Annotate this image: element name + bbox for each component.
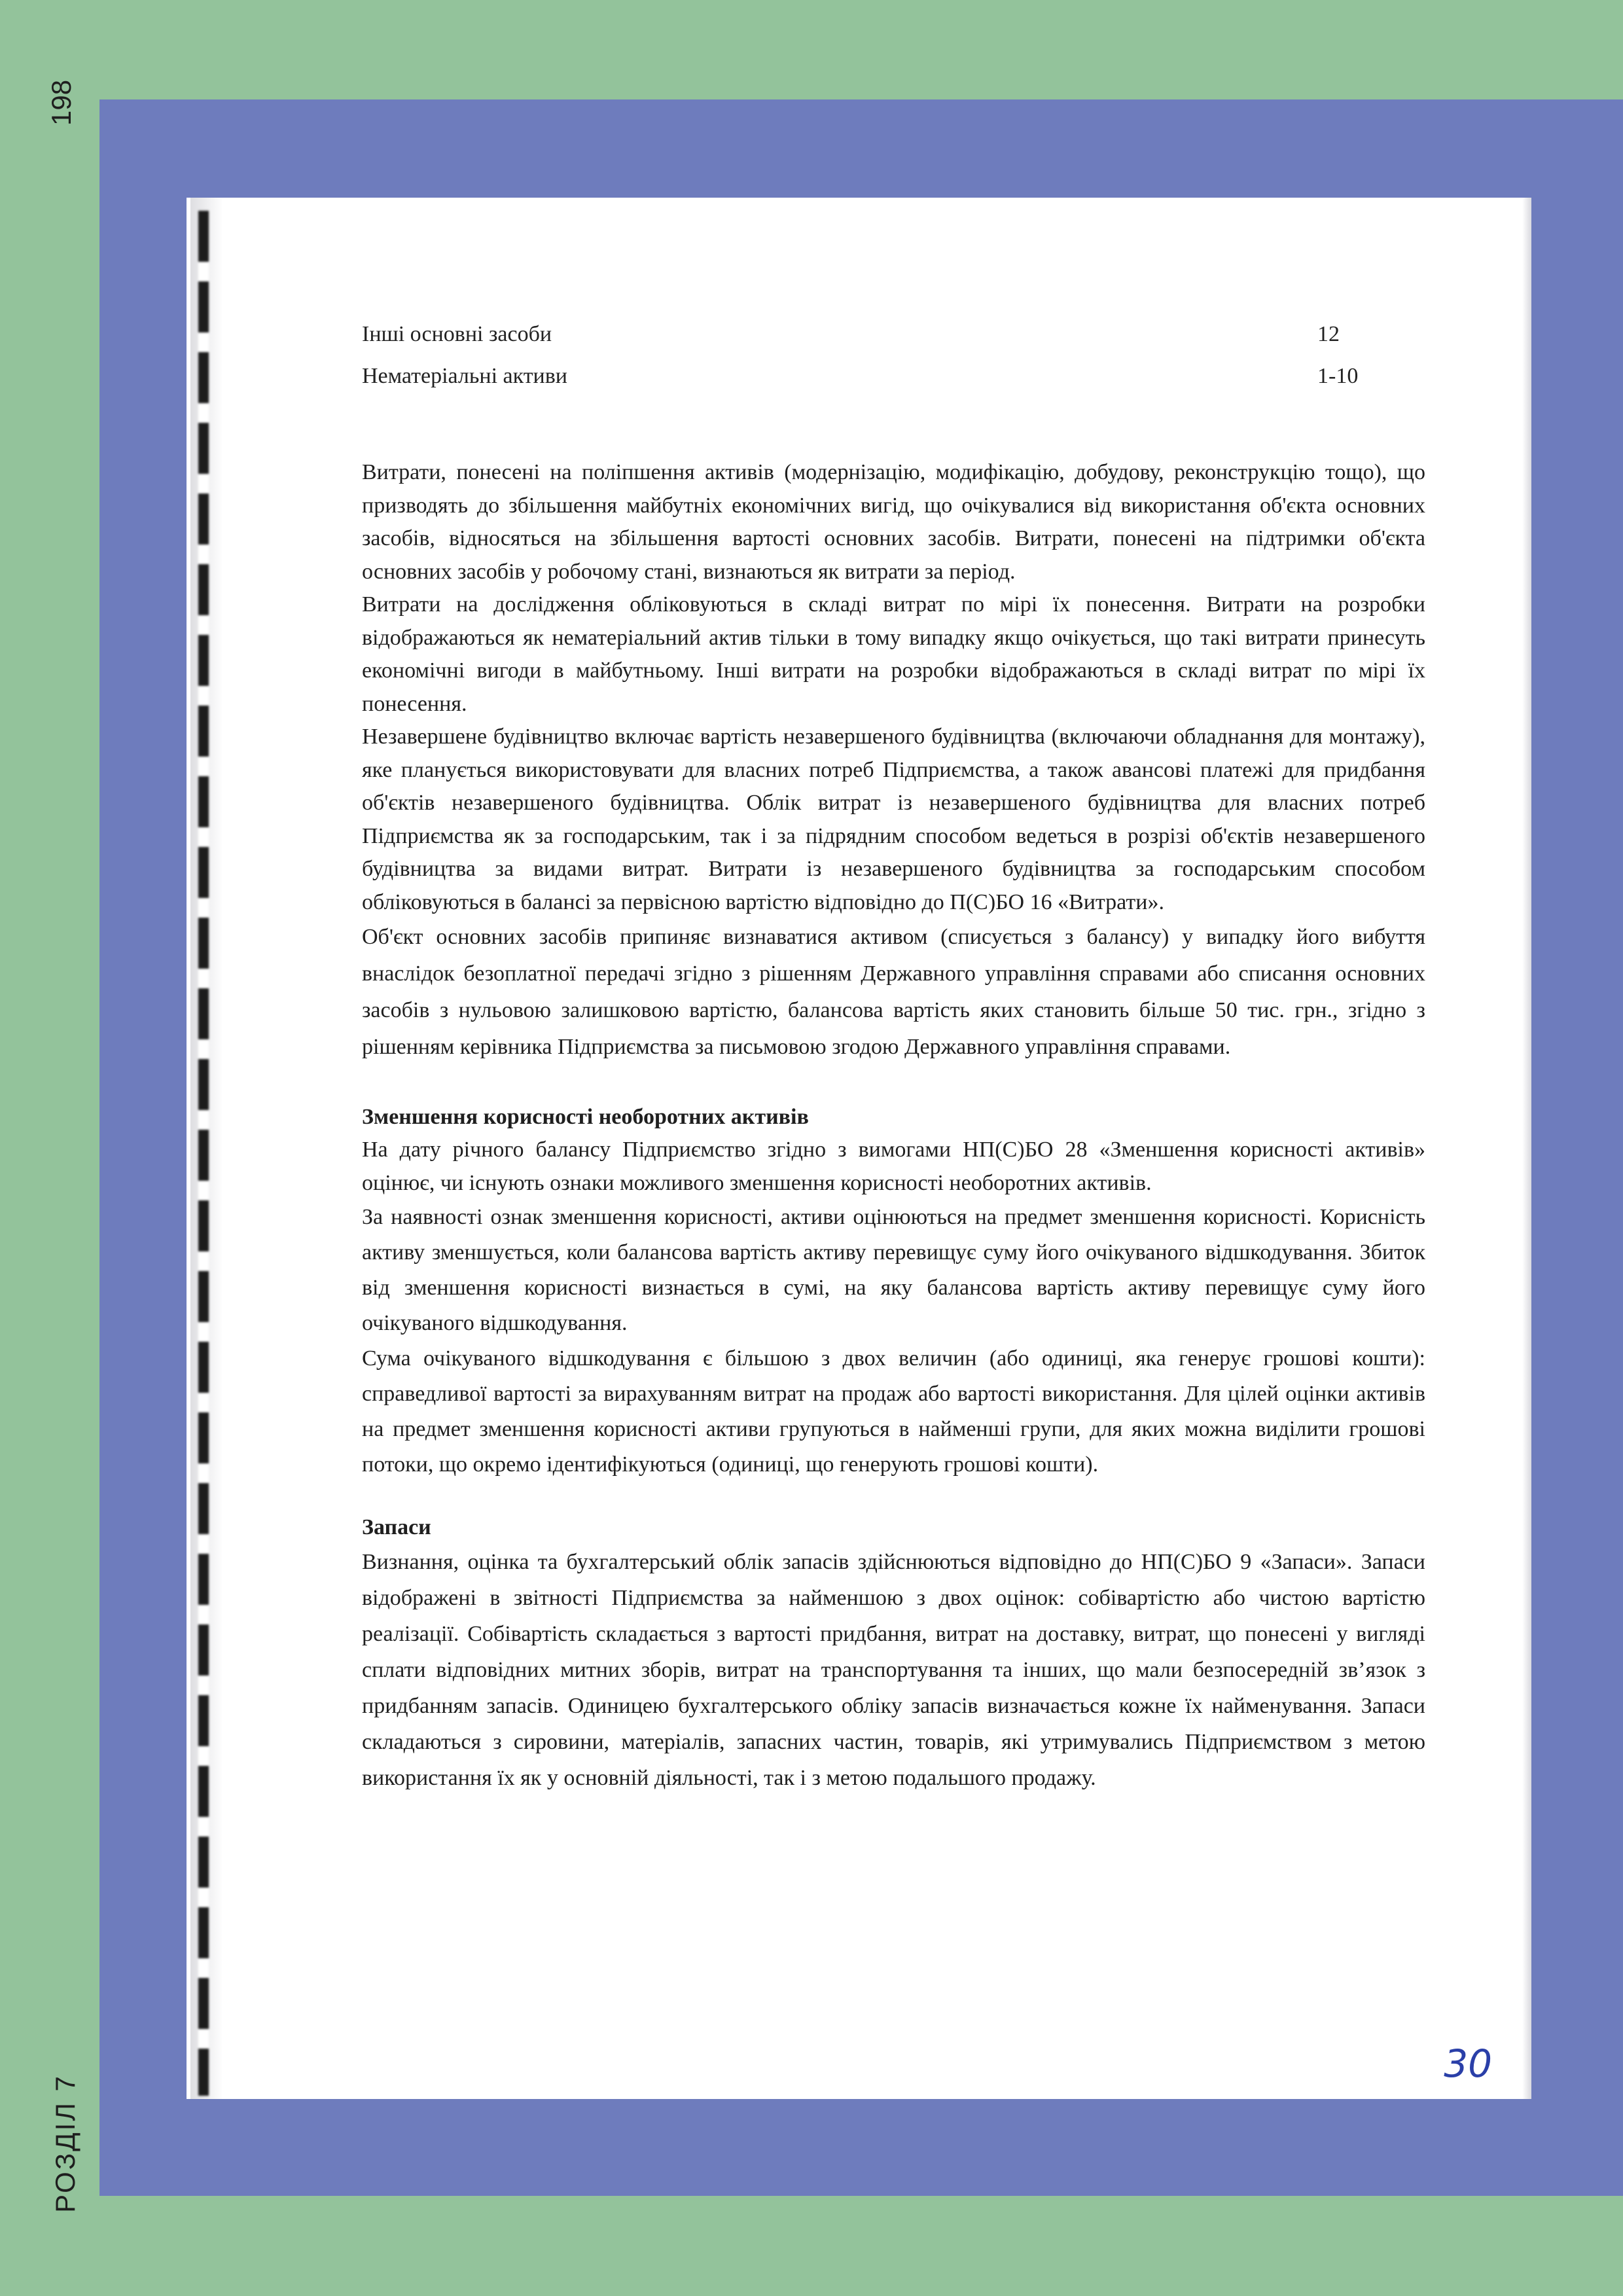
table-row-value: 1-10: [1317, 364, 1359, 388]
section-label: РОЗДІЛ 7: [50, 2074, 80, 2213]
paragraph: За наявності ознак зменшення корисності, активи оцінюються на предмет зменшення корисності. Корисність активу зменшується, коли балансова вартість активу перевищує суму його очікуваного відшкодування. Збиток від зменшення корисності визнається в сумі, на яку балансова вартість активу перевищує суму його очікуваного відшкодування.: [362, 1205, 1425, 1335]
table-row-label: Нематеріальні активи: [362, 364, 568, 388]
paragraph: Витрати, понесені на поліпшення активів (модернізацію, модифікацію, добудову, реконструкцію тощо), що призводять до збільшення майбутніх економічних вигід, що очікувалися від використання об'єкта основних засобів, відносяться на збільшення вартості основних засобів. Витрати, понесені на підтримки об'єкта основних засобів у робочому стані, визнаються як витрати за період.: [362, 460, 1425, 584]
scanned-page: [187, 198, 1531, 2099]
handwritten-page-number: 30: [1444, 2041, 1492, 2086]
table-row: [362, 322, 1531, 347]
paragraph: Сума очікуваного відшкодування є більшою з двох величин (або одиниці, яка генерує грошові кошти): справедливої вартості за вирахуванням витрат на продаж або вартості використання. Для цілей оцінки активів на предмет зменшення корисності активи групуються в найменші групи, для яких можна виділити грошові потоки, що окремо ідентифікуються (одиниці, що генерують грошові кошти).: [362, 1346, 1425, 1477]
paragraph: Незавершене будівництво включає вартість незавершеного будівництва (включаючи обладнання для монтажу), яке планується використовувати для власних потреб Підприємства, а також авансові платежі для придбання об'єктів незавершеного будівництва. Облік витрат із незавершеного будівництва для власних потреб Підприємства як за господарським, так і за підрядним способом ведеться в розрізі об'єктів незавершеного будівництва за видами витрат. Витрати із незавершеного будівництва за господарським способом обліковуються в балансі за первісною вартістю відповідно до П(С)БО 16 «Витрати».: [362, 725, 1425, 914]
binding-edge: [198, 211, 209, 2096]
scan-edge-shadow: [1522, 198, 1531, 2099]
paragraph: Витрати на дослідження обліковуються в складі витрат по мірі їх понесення. Витрати на розробки відображаються як нематеріальний актив тільки в тому випадку якщо очікується, що такі витрати принесуть економічні вигоди в майбутньому. Інші витрати на розробки відображаються в складі витрат по мірі їх понесення.: [362, 592, 1425, 716]
table-row-value: 12: [1317, 322, 1340, 346]
section-heading-inventory: Запаси: [362, 1515, 431, 1539]
table-row-label: Інші основні засоби: [362, 322, 552, 346]
paragraph: Визнання, оцінка та бухгалтерський облік запасів здійснюються відповідно до НП(С)БО 9 «Запаси». Запаси відображені в звітності Підприємства за найменшою з двох оцінок: собівартістю або чистою вартістю реалізації. Собівартість складається з вартості придбання, витрат на доставку, витрат, що понесені у вигляді сплати відповідних митних зборів, витрат на транспортування та інших, що мали безпосередній зв’язок з придбанням запасів. Одиницею бухгалтерського обліку запасів визначається кожне їх найменування. Запаси складаються з сировини, матеріалів, запасних частин, товарів, які утримувались Підприємством з метою використання їх як у основній діяльності, так і з метою подальшого продажу.: [362, 1550, 1425, 1790]
paragraph: На дату річного балансу Підприємство згідно з вимогами НП(С)БО 28 «Зменшення корисності активів» оцінює, чи існують ознаки можливого зменшення корисності необоротних активів.: [362, 1138, 1425, 1195]
paragraph: Об'єкт основних засобів припиняє визнаватися активом (списується з балансу) у випадку його вибуття внаслідок безоплатної передачі згідно з рішенням Державного управління справами або списання основних засобів з нульовою залишковою вартістю, балансова вартість яких становить більше 50 тис. грн., згідно з рішенням керівника Підприємства за письмовою згодою Державного управління справами.: [362, 925, 1425, 1059]
page-number: 198: [46, 79, 77, 126]
document-body: [362, 456, 1425, 1796]
section-heading-impairment: Зменшення корисності необоротних активів: [362, 1105, 809, 1129]
table-row: [362, 364, 1531, 389]
